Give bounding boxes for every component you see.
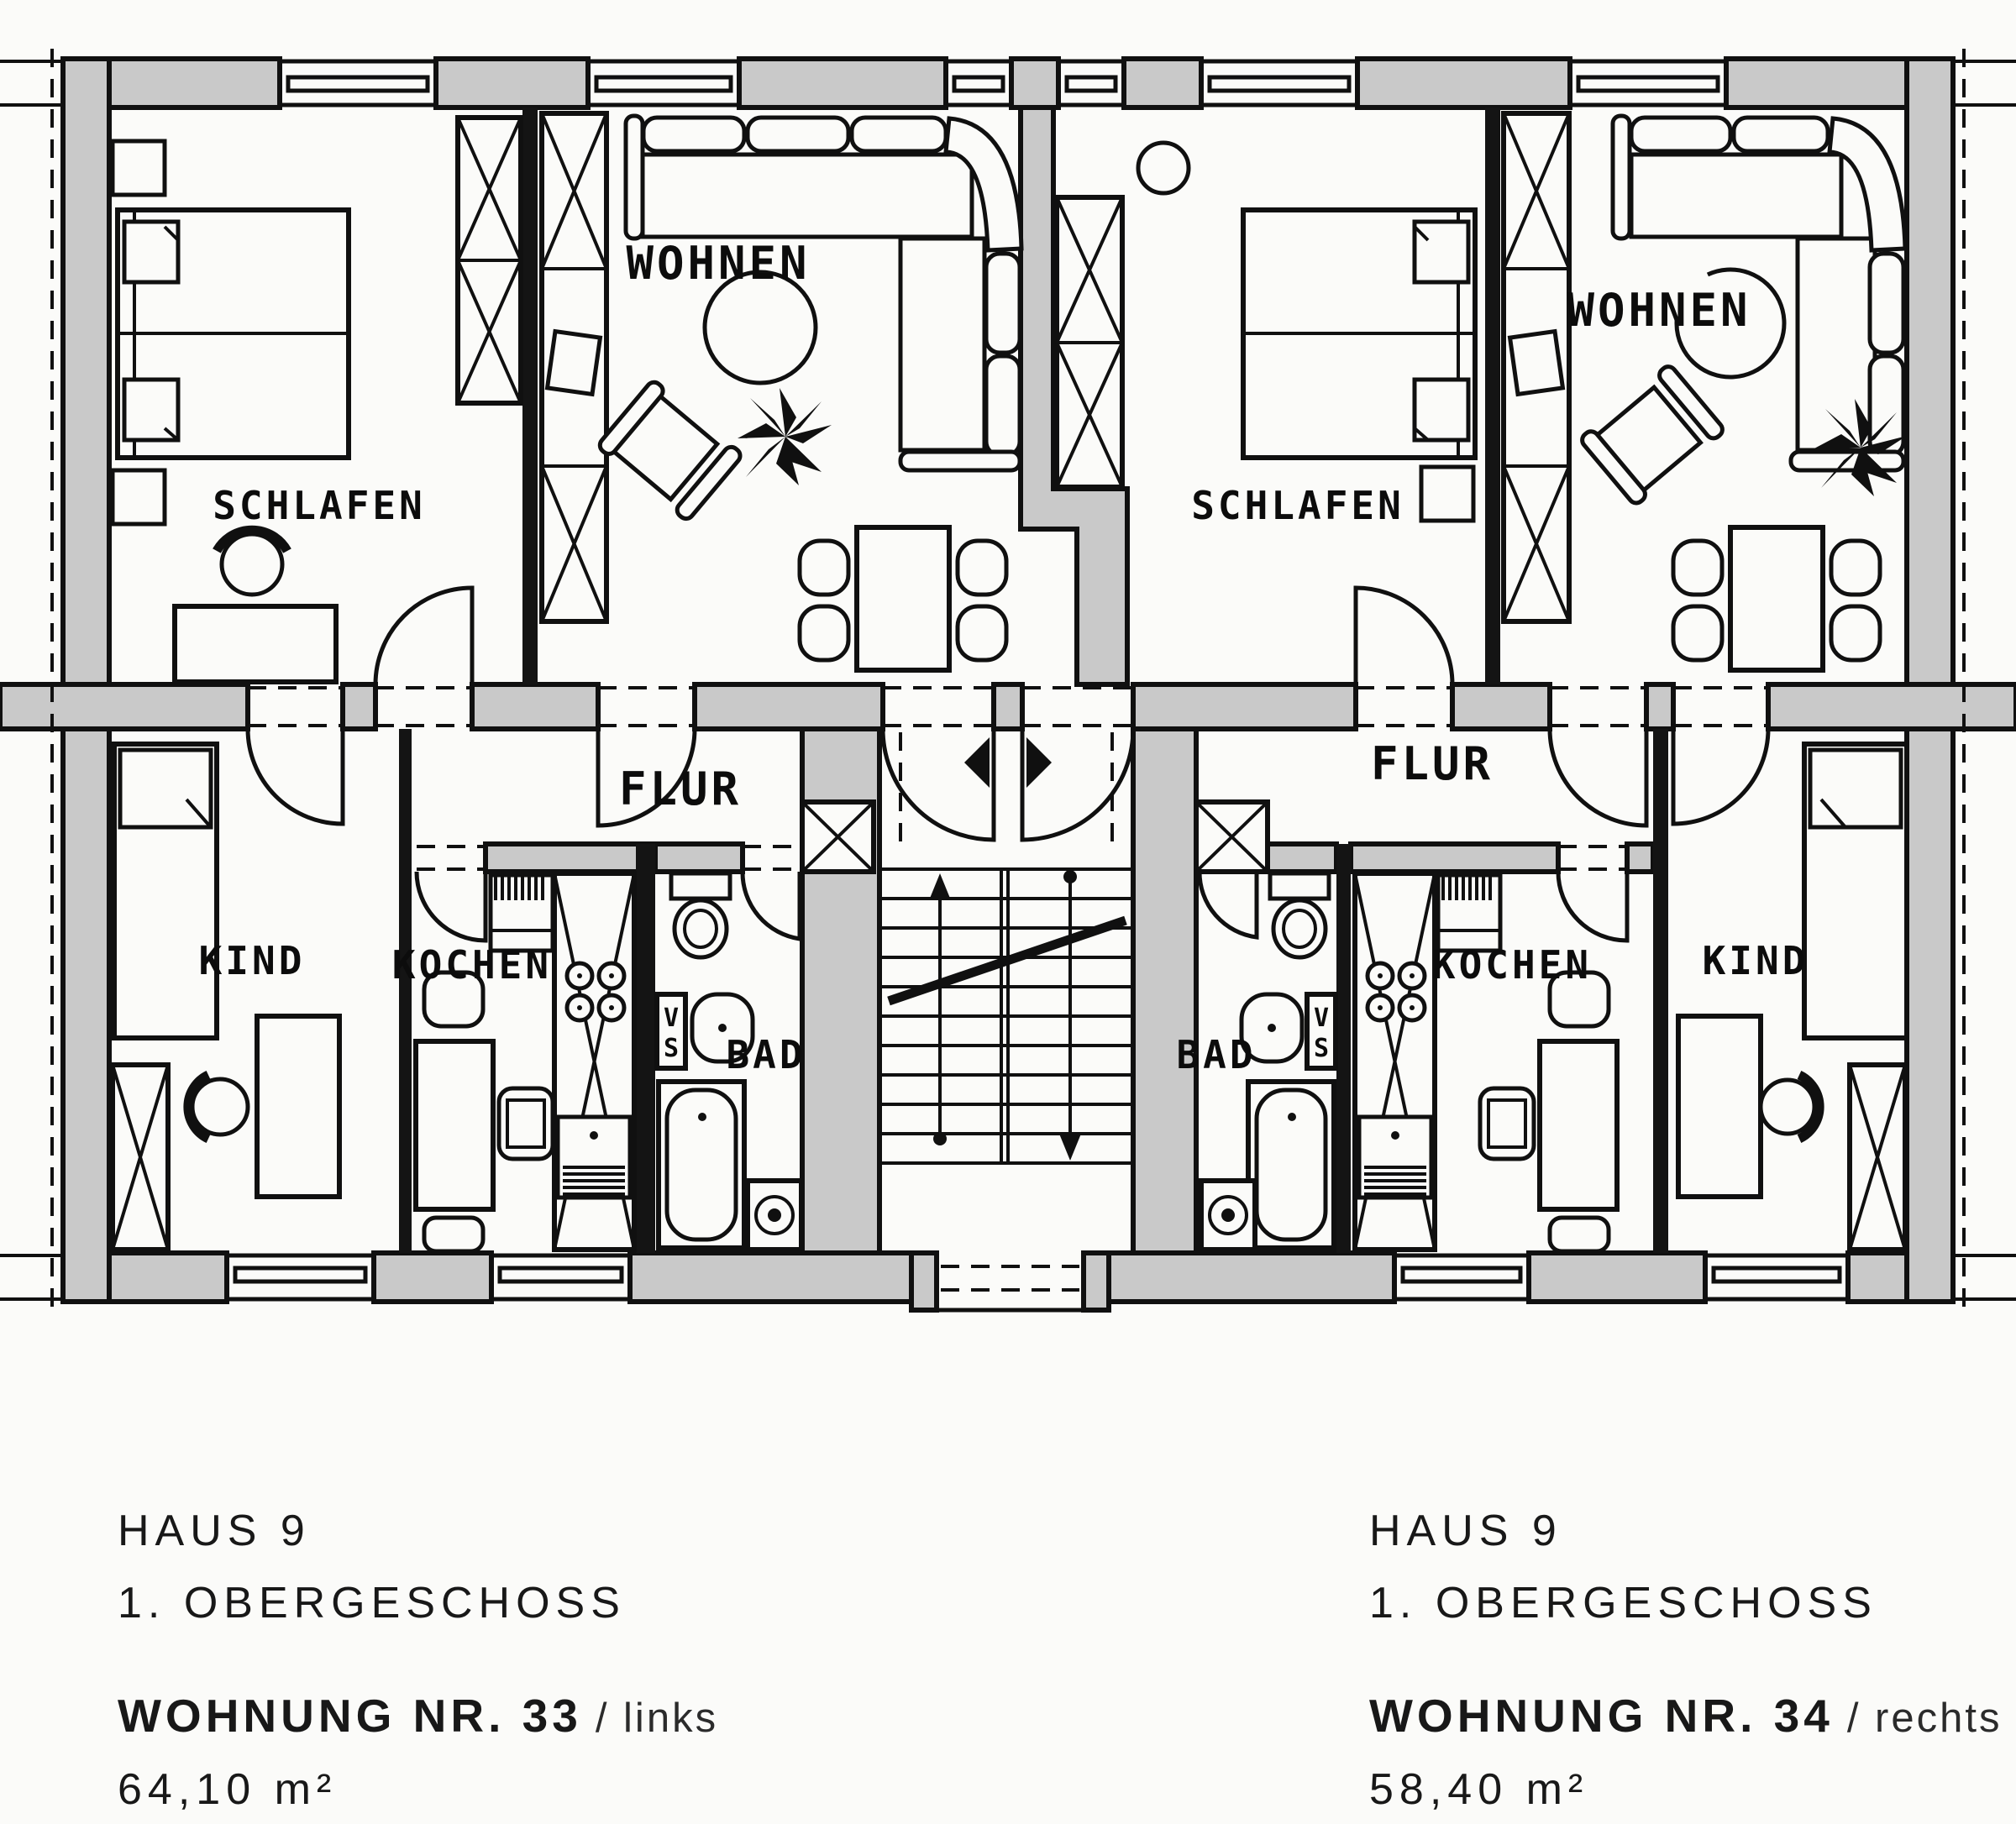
wardrobe (113, 1065, 168, 1250)
plant (738, 388, 832, 485)
entry-arrow-left (964, 737, 990, 788)
window (588, 57, 739, 109)
room-schlafen-right (1057, 143, 1475, 528)
stair-bay (911, 1251, 1109, 1312)
wardrobe (1504, 113, 1569, 621)
nightstand (113, 470, 165, 524)
armchair (597, 380, 743, 522)
door-arc-bad-right (1200, 872, 1257, 937)
door-arc-kochen-right (1558, 872, 1627, 941)
kitchen-chair (1550, 1218, 1609, 1251)
wardrobe (542, 113, 606, 621)
vs-shaft (657, 994, 685, 1068)
vent-shaft-right (1196, 802, 1268, 872)
door-arc-wohnen-right (1550, 729, 1646, 826)
nightstand (113, 141, 165, 195)
right-party-wall (1907, 59, 1953, 1302)
door-arc-schlafen-left (375, 588, 472, 684)
single-bed (1804, 744, 1907, 1038)
desk (175, 606, 336, 682)
label-kochen-left: KOCHEN (391, 942, 553, 988)
entry-door-right (1022, 729, 1133, 840)
wardrobe (458, 118, 521, 403)
desk (257, 1016, 339, 1197)
svg-text:V: V (663, 1004, 680, 1033)
kitchen-cabinet (491, 875, 553, 951)
label-flur-right: FLUR (1370, 737, 1494, 790)
dining-chair (1831, 606, 1880, 660)
dining-chair (1831, 541, 1880, 595)
dining-chair (1673, 606, 1722, 660)
caption-unit-right: WOHNUNG NR. 34 / rechts (1369, 1690, 2003, 1742)
caption-area-right: 58,40 m² (1369, 1765, 1589, 1814)
kitchen-cabinet (1438, 875, 1500, 951)
caption-floor-left: 1. OBERGESCHOSS (118, 1579, 626, 1627)
room-kochen-left (392, 873, 634, 1251)
room-wohnen-right (1504, 113, 1907, 670)
room-bad-left (657, 873, 806, 1250)
window (491, 1251, 630, 1303)
kitchen-table (1540, 1041, 1617, 1209)
door-arc-kochen-left (417, 872, 486, 941)
dining-chair (1673, 541, 1722, 595)
kitchen-armchair (1480, 1088, 1534, 1159)
label-wohnen-left: WOHNEN (626, 237, 811, 290)
chair (1138, 143, 1189, 193)
dining-chair (958, 541, 1006, 595)
label-bad-left: BAD (726, 1032, 806, 1077)
window (1201, 57, 1357, 109)
door-arc-kind-right (1673, 729, 1768, 824)
nightstand (1421, 467, 1473, 521)
label-kind-right: KIND (1702, 938, 1809, 983)
label-bad-right: BAD (1176, 1032, 1257, 1077)
kitchen-chair (424, 1218, 483, 1251)
room-kochen-right (1355, 873, 1617, 1251)
double-bed (1243, 210, 1475, 458)
kitchen-counter (554, 873, 634, 1250)
left-party-wall (63, 59, 109, 1302)
door-arc-bad-left (743, 872, 800, 939)
dining-chair (800, 541, 848, 595)
room-schlafen-left (113, 118, 521, 682)
kitchen-sink (1359, 1117, 1431, 1198)
label-flur-left: FLUR (618, 763, 743, 815)
dining-chair (958, 606, 1006, 660)
window (1705, 1251, 1848, 1303)
window (1058, 57, 1124, 109)
room-wohnen-left (542, 113, 1021, 670)
caption-left (118, 1507, 718, 1814)
label-schlafen-left: SCHLAFEN (213, 483, 426, 528)
window (1394, 1251, 1529, 1303)
bathtub (1248, 1082, 1334, 1248)
door-arc-kind-left (248, 729, 343, 824)
caption-area-left: 64,10 m² (118, 1765, 338, 1814)
room-kind-right (1678, 744, 1907, 1250)
window (227, 1251, 374, 1303)
wardrobe (1850, 1065, 1905, 1250)
caption-house-left: HAUS 9 (118, 1507, 311, 1555)
desk (1678, 1016, 1761, 1197)
wardrobe (1057, 197, 1122, 487)
kitchen-table (416, 1041, 493, 1209)
tv (1510, 332, 1563, 395)
bathtub (659, 1082, 744, 1248)
svg-text:S: S (1313, 1034, 1330, 1063)
stairs-treads (879, 869, 1133, 1163)
washing-machine (748, 1181, 801, 1250)
entry-arrow-right (1026, 737, 1052, 788)
single-bed (114, 744, 217, 1038)
kitchen-sink (558, 1117, 630, 1198)
desk-chair (188, 1075, 248, 1139)
desk-chair (217, 530, 287, 595)
svg-text:V: V (1313, 1004, 1330, 1033)
window (1570, 57, 1726, 109)
kitchen-armchair (499, 1088, 553, 1159)
toilet (671, 873, 730, 957)
dining-table (857, 527, 949, 670)
label-kind-left: KIND (198, 938, 306, 983)
room-kind-left (113, 744, 339, 1250)
stair-wall-right (1133, 729, 1196, 1253)
stairwell (879, 869, 1133, 1163)
washing-machine (1201, 1181, 1255, 1250)
caption-floor-right: 1. OBERGESCHOSS (1369, 1579, 1877, 1627)
armchair (1579, 364, 1725, 506)
vent-shaft-left (802, 802, 874, 872)
double-bed (118, 210, 349, 458)
room-flur-left (619, 763, 742, 815)
tv (548, 332, 601, 395)
caption-right (1369, 1507, 2002, 1814)
dining-chair (800, 606, 848, 660)
vs-shaft (1307, 994, 1336, 1068)
caption-unit-left: WOHNUNG NR. 33 / links (118, 1690, 719, 1742)
label-kochen-right: KOCHEN (1431, 942, 1593, 988)
dining-table (1730, 527, 1823, 670)
room-flur-right (1371, 737, 1494, 790)
label-schlafen-right: SCHLAFEN (1191, 483, 1404, 528)
svg-text:S: S (663, 1034, 680, 1063)
window (946, 57, 1011, 109)
caption-house-right: HAUS 9 (1369, 1507, 1562, 1555)
label-wohnen-right: WOHNEN (1567, 284, 1751, 337)
toilet (1270, 873, 1329, 957)
desk-chair (1761, 1075, 1819, 1139)
door-arc-schlafen-right (1356, 588, 1452, 684)
kitchen-counter (1355, 873, 1435, 1250)
window (280, 57, 436, 109)
